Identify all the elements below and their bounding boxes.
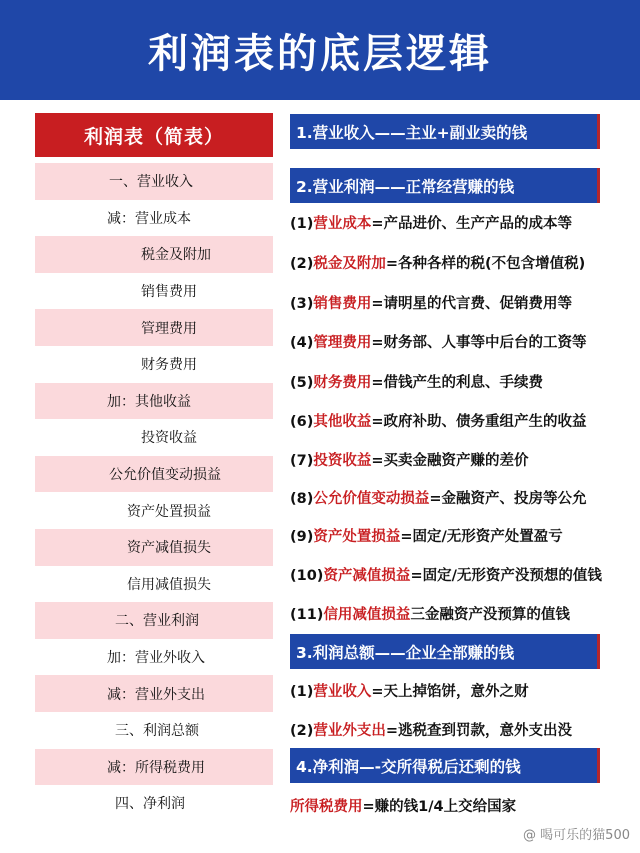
table-row: 三、利润总额: [35, 712, 273, 749]
table-row: 资产处置损益: [35, 492, 273, 529]
table-row: 加：营业外收入: [35, 639, 273, 676]
list-item: (8)公允价值变动损益=金融资产、投房等公允: [290, 491, 587, 507]
table-row: 信用减值损失: [35, 566, 273, 603]
page-title: 利润表的底层逻辑: [148, 30, 492, 77]
list-item: (1)营业成本=产品进价、生产产品的成本等: [290, 216, 572, 232]
table-row: 公允价值变动损益: [35, 456, 273, 493]
income-statement-table: [35, 163, 273, 822]
list-item: (10)资产减值损益=固定/无形资产没预想的值钱: [290, 568, 602, 584]
watermark: @ 喝可乐的猫500: [523, 828, 630, 843]
table-row: 一、营业收入: [35, 163, 273, 200]
table-row: 税金及附加: [35, 236, 273, 273]
section-net-profit: 4.净利润—-交所得税后还剩的钱: [290, 748, 600, 783]
list-item: (2)营业外支出=逃税查到罚款，意外支出没: [290, 723, 572, 739]
section-operating-revenue: 1.营业收入——主业+副业卖的钱: [290, 114, 600, 149]
table-row: 减：营业成本: [35, 200, 273, 237]
table-row: 财务费用: [35, 346, 273, 383]
list-item: (11)信用减值损益三金融资产没预算的值钱: [290, 607, 570, 623]
list-item: (1)营业收入=天上掉馅饼，意外之财: [290, 684, 529, 700]
section-operating-profit: 2.营业利润——正常经营赚的钱: [290, 168, 600, 203]
list-item: (3)销售费用=请明星的代言费、促销费用等: [290, 296, 572, 312]
list-item: (7)投资收益=买卖金融资产赚的差价: [290, 453, 529, 469]
list-item: (6)其他收益=政府补助、债务重组产生的收益: [290, 414, 587, 430]
table-row: 管理费用: [35, 309, 273, 346]
income-statement-title: 利润表（简表）: [35, 113, 273, 157]
table-row: 资产减值损失: [35, 529, 273, 566]
table-row: 投资收益: [35, 419, 273, 456]
table-row: 减：所得税费用: [35, 749, 273, 786]
list-item: (9)资产处置损益=固定/无形资产处置盈亏: [290, 529, 563, 545]
table-row: 减：营业外支出: [35, 675, 273, 712]
list-item: (5)财务费用=借钱产生的利息、手续费: [290, 375, 543, 391]
section-total-profit: 3.利润总额——企业全部赚的钱: [290, 634, 600, 669]
table-row: 四、净利润: [35, 785, 273, 822]
list-item: (2)税金及附加=各种各样的税(不包含增值税): [290, 256, 586, 272]
table-row: 加：其他收益: [35, 383, 273, 420]
table-row: 销售费用: [35, 273, 273, 310]
list-item: 所得税费用=赚的钱1/4上交给国家: [290, 799, 517, 815]
table-row: 二、营业利润: [35, 602, 273, 639]
page-header: [0, 0, 640, 100]
list-item: (4)管理费用=财务部、人事等中后台的工资等: [290, 335, 587, 351]
